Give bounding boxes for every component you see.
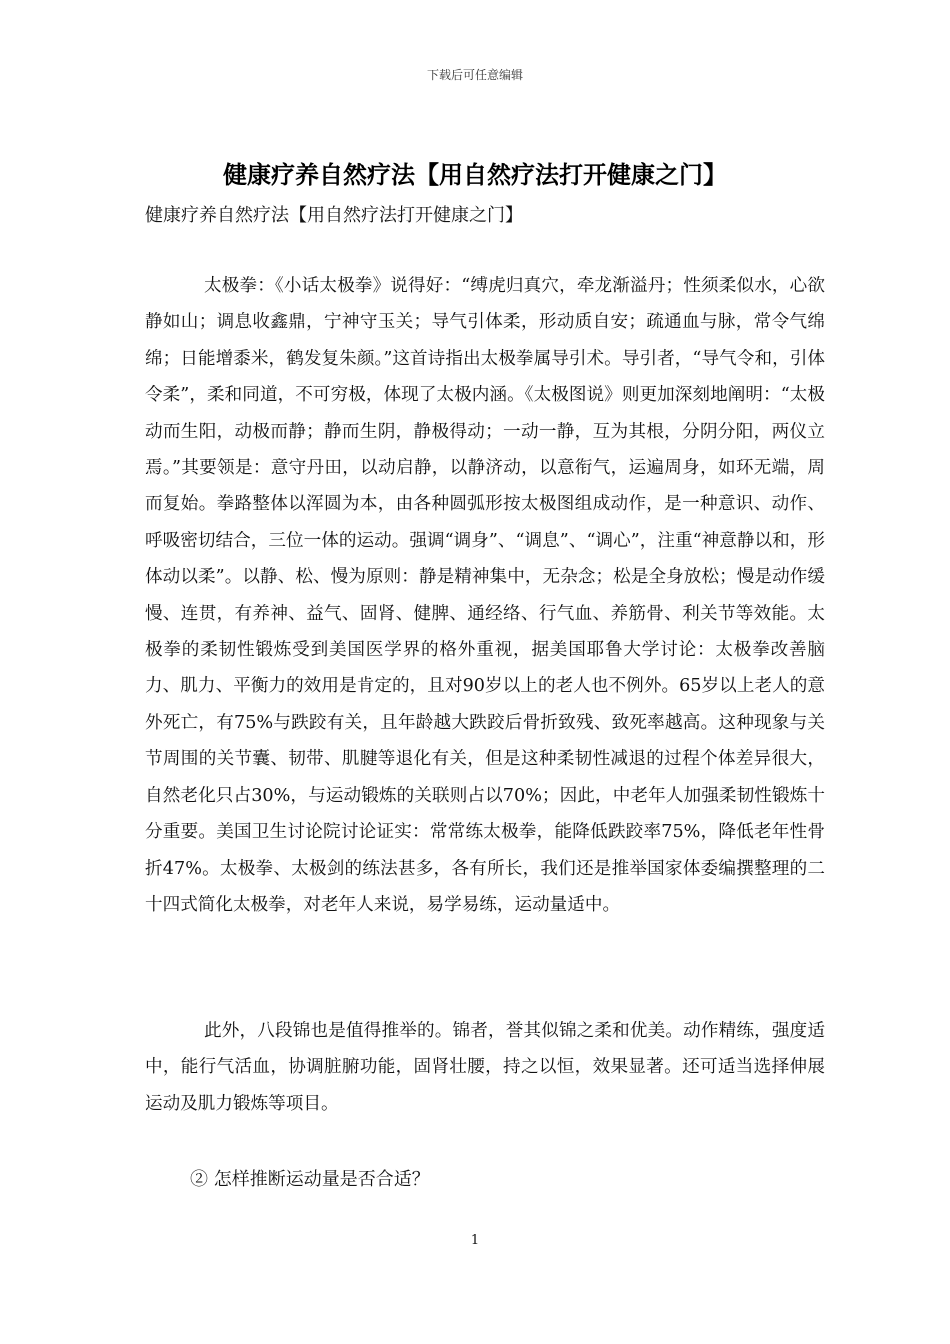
paragraph-taiji: 太极拳：《小话太极拳》说得好：“缚虎归真穴，牵龙渐溢丹；性须柔似水，心欲静如山；调息收鑫鼎，宁神守玉关；导气引体柔，形动质自安；疏通血与脉，常令气绵绵；日能增黍米，鹤发复朱颜。”这首诗指出太极拳属导引术。导引者，“导气令和，引体令柔”，柔和同道，不可穷极，体现了太极内涵。《太极图说》则更加深刻地阐明：“太极动而生阳，动极而静；静而生阴，静极得动；一动一静，互为其根，分阴分阳，两仪立焉。”其要领是：意守丹田，以动启静，以静济动，以意衔气，运遍周身，如环无端，周而复始。拳路整体以浑圆为本，由各种圆弧形按太极图组成动作，是一种意识、动作、呼吸密切结合，三位一体的运动。强调“调身”、“调息”、“调心”，注重“神意静以和，形体动以柔”。以静、松、慢为原则：静是精神集中，无杂念；松是全身放松；慢是动作缓慢、连贯，有养神、益气、固肾、健脾、通经络、行气血、养筋骨、利关节等效能。太极拳的柔韧性锻炼受到美国医学界的格外重视，据美国耶鲁大学讨论：太极拳改善脑力、肌力、平衡力的效用是肯定的，且对90岁以上的老人也不例外。65岁以上老人的意外死亡，有75%与跌跤有关，且年龄越大跌跤后骨折致残、致死率越高。这种现象与关节周围的关节囊、韧带、肌腱等退化有关，但是这种柔韧性减退的过程个体差异很大，自然老化只占30%，与运动锻炼的关联则占以70%；因此，中老年人加强柔韧性锻炼十分重要。美国卫生讨论院讨论证实：常常练太极拳，能降低跌跤率75%，降低老年性骨折47%。太极拳、太极剑的练法甚多，各有所长，我们还是推举国家体委编撰整理的二十四式简化太极拳，对老年人来说，易学易练，运动量适中。 — [145, 276, 825, 915]
section-question: ② 怎样推断运动量是否合适？ — [190, 1169, 430, 1190]
page-header: 下载后可任意编辑 — [426, 68, 523, 82]
page-number: 1 — [470, 1233, 480, 1248]
document-subtitle: 健康疗养自然疗法【用自然疗法打开健康之门】 — [145, 205, 523, 226]
paragraph-baduanjin: 此外，八段锦也是值得推举的。锦者，誉其似锦之柔和优美。动作精练，强度适中，能行气活血，协调脏腑功能，固肾壮腰，持之以恒，效果显著。还可适当选择伸展运动及肌力锻炼等项目。 — [145, 1021, 825, 1114]
document-title: 健康疗养自然疗法【用自然疗法打开健康之门】 — [223, 161, 727, 189]
